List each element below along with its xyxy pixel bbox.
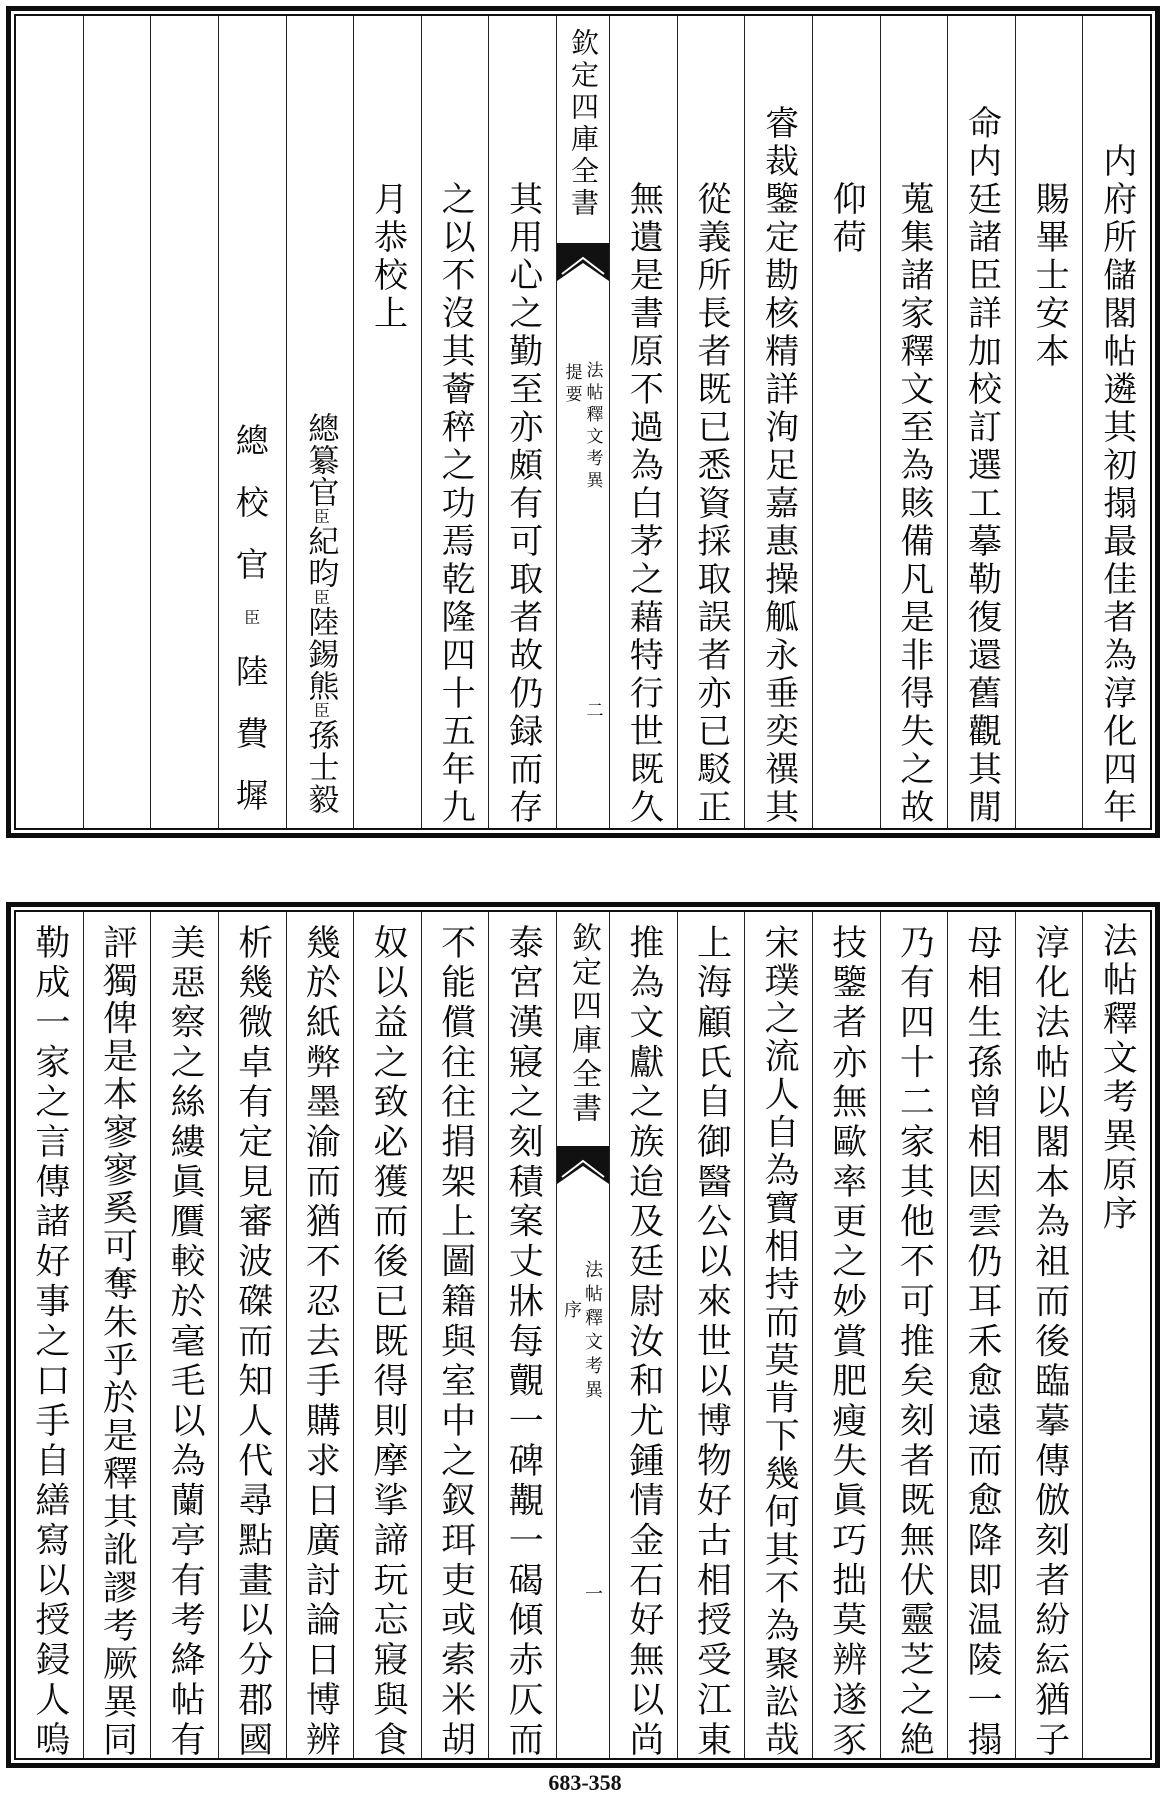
text-column bbox=[421, 16, 489, 828]
text-column bbox=[880, 912, 948, 1758]
column-text: 乃有四十二家其他不可推矣刻者既無伏靈芝之絶 bbox=[894, 924, 935, 1756]
proofreader-title-char: 官 bbox=[235, 545, 269, 584]
compiler-name: 紀昀 bbox=[302, 525, 339, 589]
column-text: 仰荷 bbox=[826, 181, 867, 257]
fold-series-title: 欽定四庫全書 bbox=[567, 28, 600, 220]
column-text: 睿裁鑒定勘核精詳洵足嘉惠操觚永垂奕禩其 bbox=[758, 105, 799, 827]
top-leaf bbox=[6, 6, 1160, 838]
column-text: 勒成一家之言傳諸好事之口手自繕寫以授鋟人嗚 bbox=[29, 924, 70, 1756]
text-column bbox=[1015, 16, 1083, 828]
text-column bbox=[83, 912, 151, 1758]
text-column bbox=[353, 16, 421, 828]
fold-leaf-number: 二 bbox=[582, 701, 603, 723]
fold-book-title: 法帖釋文考異 bbox=[582, 361, 603, 493]
column-text: 其用心之勤至亦頗有可取者故仍録而存 bbox=[502, 181, 543, 827]
fold-section-label: 提要 bbox=[561, 363, 582, 407]
text-column bbox=[16, 912, 83, 1758]
empty-column bbox=[83, 16, 151, 828]
text-column bbox=[880, 16, 948, 828]
proofreader-name-char: 費 bbox=[235, 714, 269, 753]
column-text: 泰宮漢寢之刻積案丈牀每覿一碑覯一碣傾赤仄而 bbox=[503, 924, 544, 1756]
column-text: 賜畢士安本 bbox=[1029, 181, 1070, 371]
empty-column bbox=[150, 16, 218, 828]
fold-section-label: 序 bbox=[561, 1300, 582, 1324]
text-column bbox=[488, 16, 556, 828]
column-text: 淳化法帖以閣本為祖而後臨摹傳倣刻者紛紜猶子 bbox=[1029, 924, 1070, 1756]
proofreader-column bbox=[218, 16, 286, 828]
empty-column bbox=[16, 16, 83, 828]
column-text: 無遺是書原不過為白茅之藉特行世既久 bbox=[623, 181, 664, 827]
fold-series-title: 欽定四庫全書 bbox=[566, 922, 601, 1126]
column-text: 美惡察之絲縷眞贋較於毫毛以為蘭亭有考絳帖有 bbox=[165, 924, 206, 1756]
text-column bbox=[677, 912, 745, 1758]
column-text: 宋璞之流人自為寶相持而莫肯下幾何其不為聚訟哉 bbox=[759, 924, 800, 1756]
proofreader-name-char: 陸 bbox=[235, 652, 269, 691]
text-column bbox=[150, 912, 218, 1758]
fishtail-ornament bbox=[557, 1146, 609, 1184]
text-column bbox=[947, 912, 1015, 1758]
column-text: 評獨俾是本寥寥奚可奪朱乎於是釋其訛謬考厥異同 bbox=[97, 924, 138, 1756]
compiler-name: 孫士毅 bbox=[302, 719, 339, 815]
text-column bbox=[744, 912, 812, 1758]
column-text: 從義所長者既已悉資採取誤者亦已駁正 bbox=[690, 181, 731, 827]
text-column bbox=[812, 912, 880, 1758]
text-column bbox=[677, 16, 745, 828]
text-column bbox=[421, 912, 489, 1758]
column-text: 析幾微卓有定見審波磔而知人代尋點畫以分郡國 bbox=[232, 924, 273, 1756]
text-column bbox=[947, 16, 1015, 828]
proofreader-title-char: 校 bbox=[235, 483, 269, 522]
official-mark: 臣 bbox=[311, 702, 331, 719]
text-column bbox=[812, 16, 880, 828]
fold-leaf-number: 一 bbox=[582, 1584, 603, 1608]
text-column bbox=[609, 16, 677, 828]
column-text: 不能償往往捐架上圖籍與室中之釵珥吏或索米胡 bbox=[435, 924, 476, 1756]
column-text: 之以不沒其薈稡之功焉乾隆四十五年九 bbox=[435, 181, 476, 827]
compilers-line bbox=[302, 412, 339, 815]
column-text: 月恭校上 bbox=[367, 181, 408, 333]
compiler-name: 陸錫熊 bbox=[302, 606, 339, 702]
compilers-column bbox=[286, 16, 354, 828]
text-column bbox=[286, 912, 354, 1758]
official-mark: 臣 bbox=[311, 589, 331, 606]
official-mark: 臣 bbox=[311, 508, 331, 525]
text-column bbox=[218, 912, 286, 1758]
page-number: 683-358 bbox=[548, 1770, 622, 1795]
column-text: 奴以益之致必獲而後已既得則摩挲諦玩忘寢與食 bbox=[367, 924, 408, 1756]
column-text: 上海顧氏自御醫公以來世以博物好古相授受江東 bbox=[691, 924, 732, 1756]
text-column bbox=[1015, 912, 1083, 1758]
official-mark: 臣 bbox=[244, 608, 261, 627]
column-text: 内府所儲閣帖遴其初搨最佳者為淳化四年 bbox=[1096, 143, 1137, 827]
fold-column bbox=[556, 912, 609, 1758]
text-column bbox=[488, 912, 556, 1758]
column-text: 母相生孫曾相因雲仍耳禾愈遠而愈降即温陵一搨 bbox=[961, 924, 1002, 1756]
text-column bbox=[353, 912, 421, 1758]
column-text: 蒐集諸家釋文至為賅備凡是非得失之故 bbox=[893, 181, 934, 827]
leaf-border bbox=[14, 910, 1152, 1760]
proofreader-line bbox=[235, 421, 269, 815]
text-column bbox=[744, 16, 812, 828]
column-text: 技鑒者亦無歐率更之妙賞肥瘦失眞巧拙莫辨遂豕 bbox=[826, 924, 867, 1756]
column-text: 幾於紙弊墨渝而猶不忍去手購求日廣討論日博辨 bbox=[300, 924, 341, 1756]
column-text: 命内廷諸臣詳加校訂選工摹勒復還舊觀其閒 bbox=[961, 105, 1002, 827]
proofreader-title-char: 總 bbox=[235, 421, 269, 460]
fold-column bbox=[556, 16, 609, 828]
text-column bbox=[609, 912, 677, 1758]
text-column bbox=[1082, 16, 1150, 828]
preface-title: 法帖釋文考異原序 bbox=[1097, 922, 1138, 1234]
fishtail-ornament bbox=[557, 243, 609, 281]
proofreader-name-char: 墀 bbox=[235, 776, 269, 815]
column-text: 推為文獻之族迨及廷尉汝和尤鍾情金石好無以尚 bbox=[623, 924, 664, 1756]
leaf-border bbox=[14, 14, 1152, 830]
compiler-title: 總纂官 bbox=[302, 412, 339, 508]
fold-book-title: 法帖釋文考異 bbox=[582, 1260, 603, 1404]
title-column bbox=[1082, 912, 1150, 1758]
bottom-leaf bbox=[6, 902, 1160, 1768]
